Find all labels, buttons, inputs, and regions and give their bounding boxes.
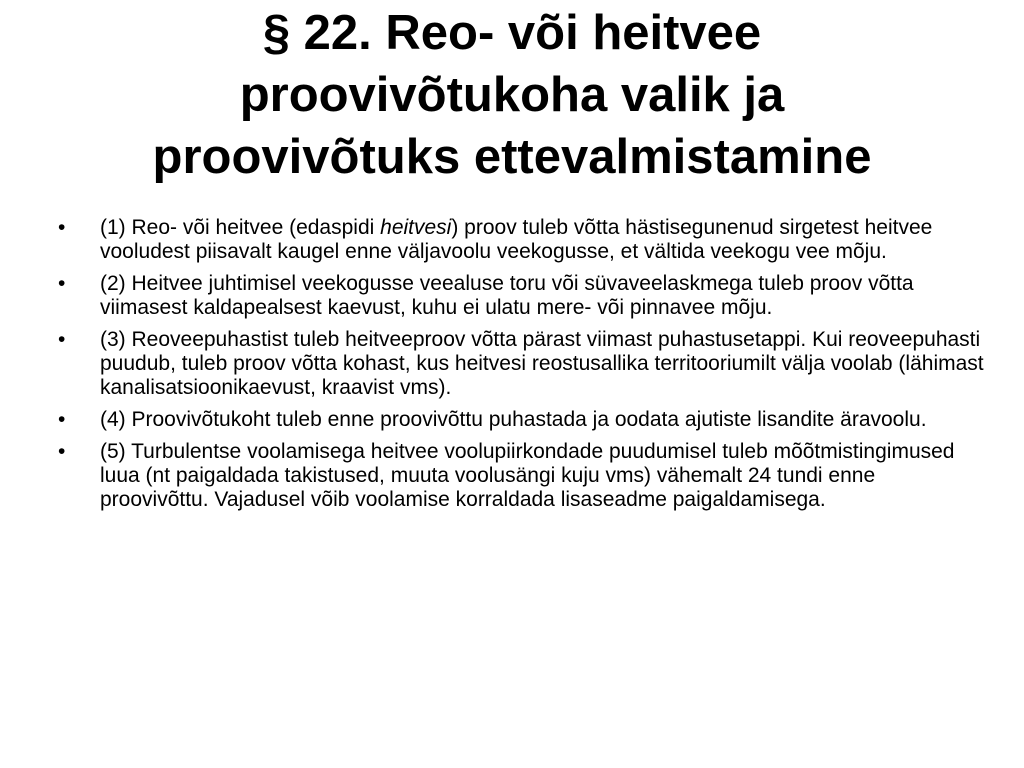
bullet-icon: •	[58, 216, 66, 239]
item-text: (1) Reo- või heitvee (edaspidi	[100, 216, 381, 239]
item-text: (4) Proovivõtukoht tuleb enne proovivõttu puhastada ja oodata ajutiste lisandite äravoolu.	[100, 408, 927, 431]
bullet-icon: •	[58, 328, 66, 351]
item-text: ) proov tuleb võtta hästisegunenud sirgetest heitvee vooludest piisavalt kaugel enne väljavoolu veekogusse, et vältida veekogu vee mõju.	[100, 216, 933, 263]
bullet-icon: •	[58, 408, 66, 431]
bullet-icon: •	[58, 440, 66, 463]
title-line: proovivõtuks ettevalmistamine	[152, 130, 872, 184]
list-item	[54, 272, 984, 320]
item-text: (3) Reoveepuhastist tuleb heitveeproov võtta pärast viimast puhastusetappi. Kui reoveepuhasti puudub, tuleb proov võtta kohast, kus heitvesi reostusallika territooriumilt välja voolab (lähimast kanalisatsioonikaevust, kraavist vms).	[100, 328, 984, 399]
slide-title	[40, 2, 984, 188]
bullet-icon: •	[58, 272, 66, 295]
item-text: (2) Heitvee juhtimisel veekogusse veealuse toru või süvaveelaskmega tuleb proov võtta viimasest kaldapealsest kaevust, kuhu ei ulatu mere- või pinnavee mõju.	[100, 272, 914, 319]
title-line: proovivõtukoha valik ja	[239, 68, 785, 122]
list-item	[54, 216, 984, 264]
item-italic-term: heitvesi	[380, 216, 452, 239]
bullet-list	[54, 216, 984, 520]
list-item	[54, 328, 984, 400]
title-line: § 22. Reo- või heitvee	[262, 6, 762, 60]
item-text: (5) Turbulentse voolamisega heitvee voolupiirkondade puudumisel tuleb mõõtmistingimused luua (nt paigaldada takistused, muuta voolusängi kuju vms) vähemalt 24 tundi enne proovivõttu. Vajadusel võib voolamise korraldada lisaseadme paigaldamisega.	[100, 440, 955, 511]
list-item	[54, 440, 984, 512]
list-item	[54, 408, 984, 432]
